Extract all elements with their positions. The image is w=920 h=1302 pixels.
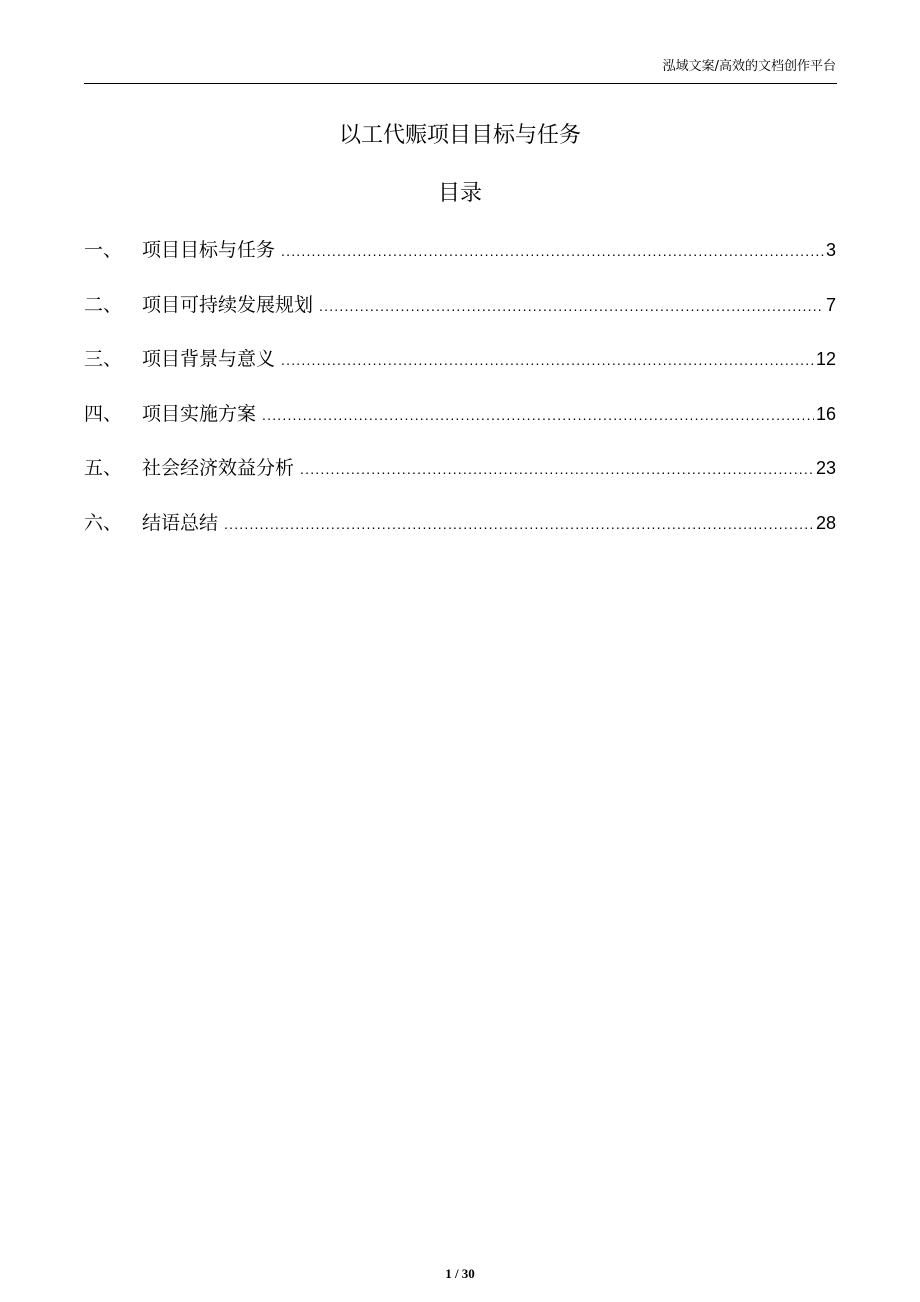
toc-entry-number: 五、 [84, 457, 123, 479]
toc-heading: 目录 [437, 181, 482, 206]
document-title: 以工代赈项目目标与任务 [338, 123, 581, 148]
toc-entry-label[interactable]: 项目实施方案 [142, 402, 257, 425]
page-number-footer: 1 / 30 [445, 1266, 475, 1281]
toc-dot-leader [224, 510, 814, 538]
toc-dot-leader [281, 237, 824, 265]
toc-entry-1[interactable] [84, 236, 836, 291]
toc-dot-leader [262, 401, 814, 429]
toc-entry-label[interactable]: 结语总结 [142, 511, 219, 534]
toc-entry-number: 二、 [84, 293, 123, 316]
toc-entry-label[interactable]: 项目可持续发展规划 [142, 293, 314, 316]
toc-entry-number: 三、 [84, 348, 123, 370]
toc-dot-leader [281, 346, 814, 374]
toc-entry-label[interactable]: 项目目标与任务 [142, 239, 276, 261]
toc-entry-4[interactable] [84, 400, 836, 455]
page-header-text: 泓域文案/高效的文档创作平台 [662, 59, 836, 74]
table-of-contents [84, 236, 836, 563]
toc-entry-page[interactable]: 28 [815, 512, 836, 533]
toc-entry-label[interactable]: 社会经济效益分析 [142, 457, 295, 479]
toc-entry-page[interactable]: 12 [815, 349, 836, 369]
toc-dot-leader [319, 292, 824, 320]
toc-entry-page[interactable]: 7 [825, 294, 836, 315]
toc-entry-page[interactable]: 3 [825, 240, 836, 260]
toc-entry-label[interactable]: 项目背景与意义 [142, 348, 276, 370]
toc-dot-leader [300, 455, 814, 483]
toc-entry-number: 六、 [84, 511, 123, 534]
toc-entry-page[interactable]: 16 [815, 403, 836, 424]
toc-entry-6[interactable] [84, 509, 836, 564]
header-divider [84, 83, 837, 84]
toc-entry-page[interactable]: 23 [815, 458, 836, 478]
toc-entry-number: 四、 [84, 402, 123, 425]
toc-entry-number: 一、 [84, 239, 123, 261]
toc-entry-3[interactable] [84, 345, 836, 400]
toc-entry-2[interactable] [84, 291, 836, 346]
toc-entry-5[interactable] [84, 454, 836, 509]
